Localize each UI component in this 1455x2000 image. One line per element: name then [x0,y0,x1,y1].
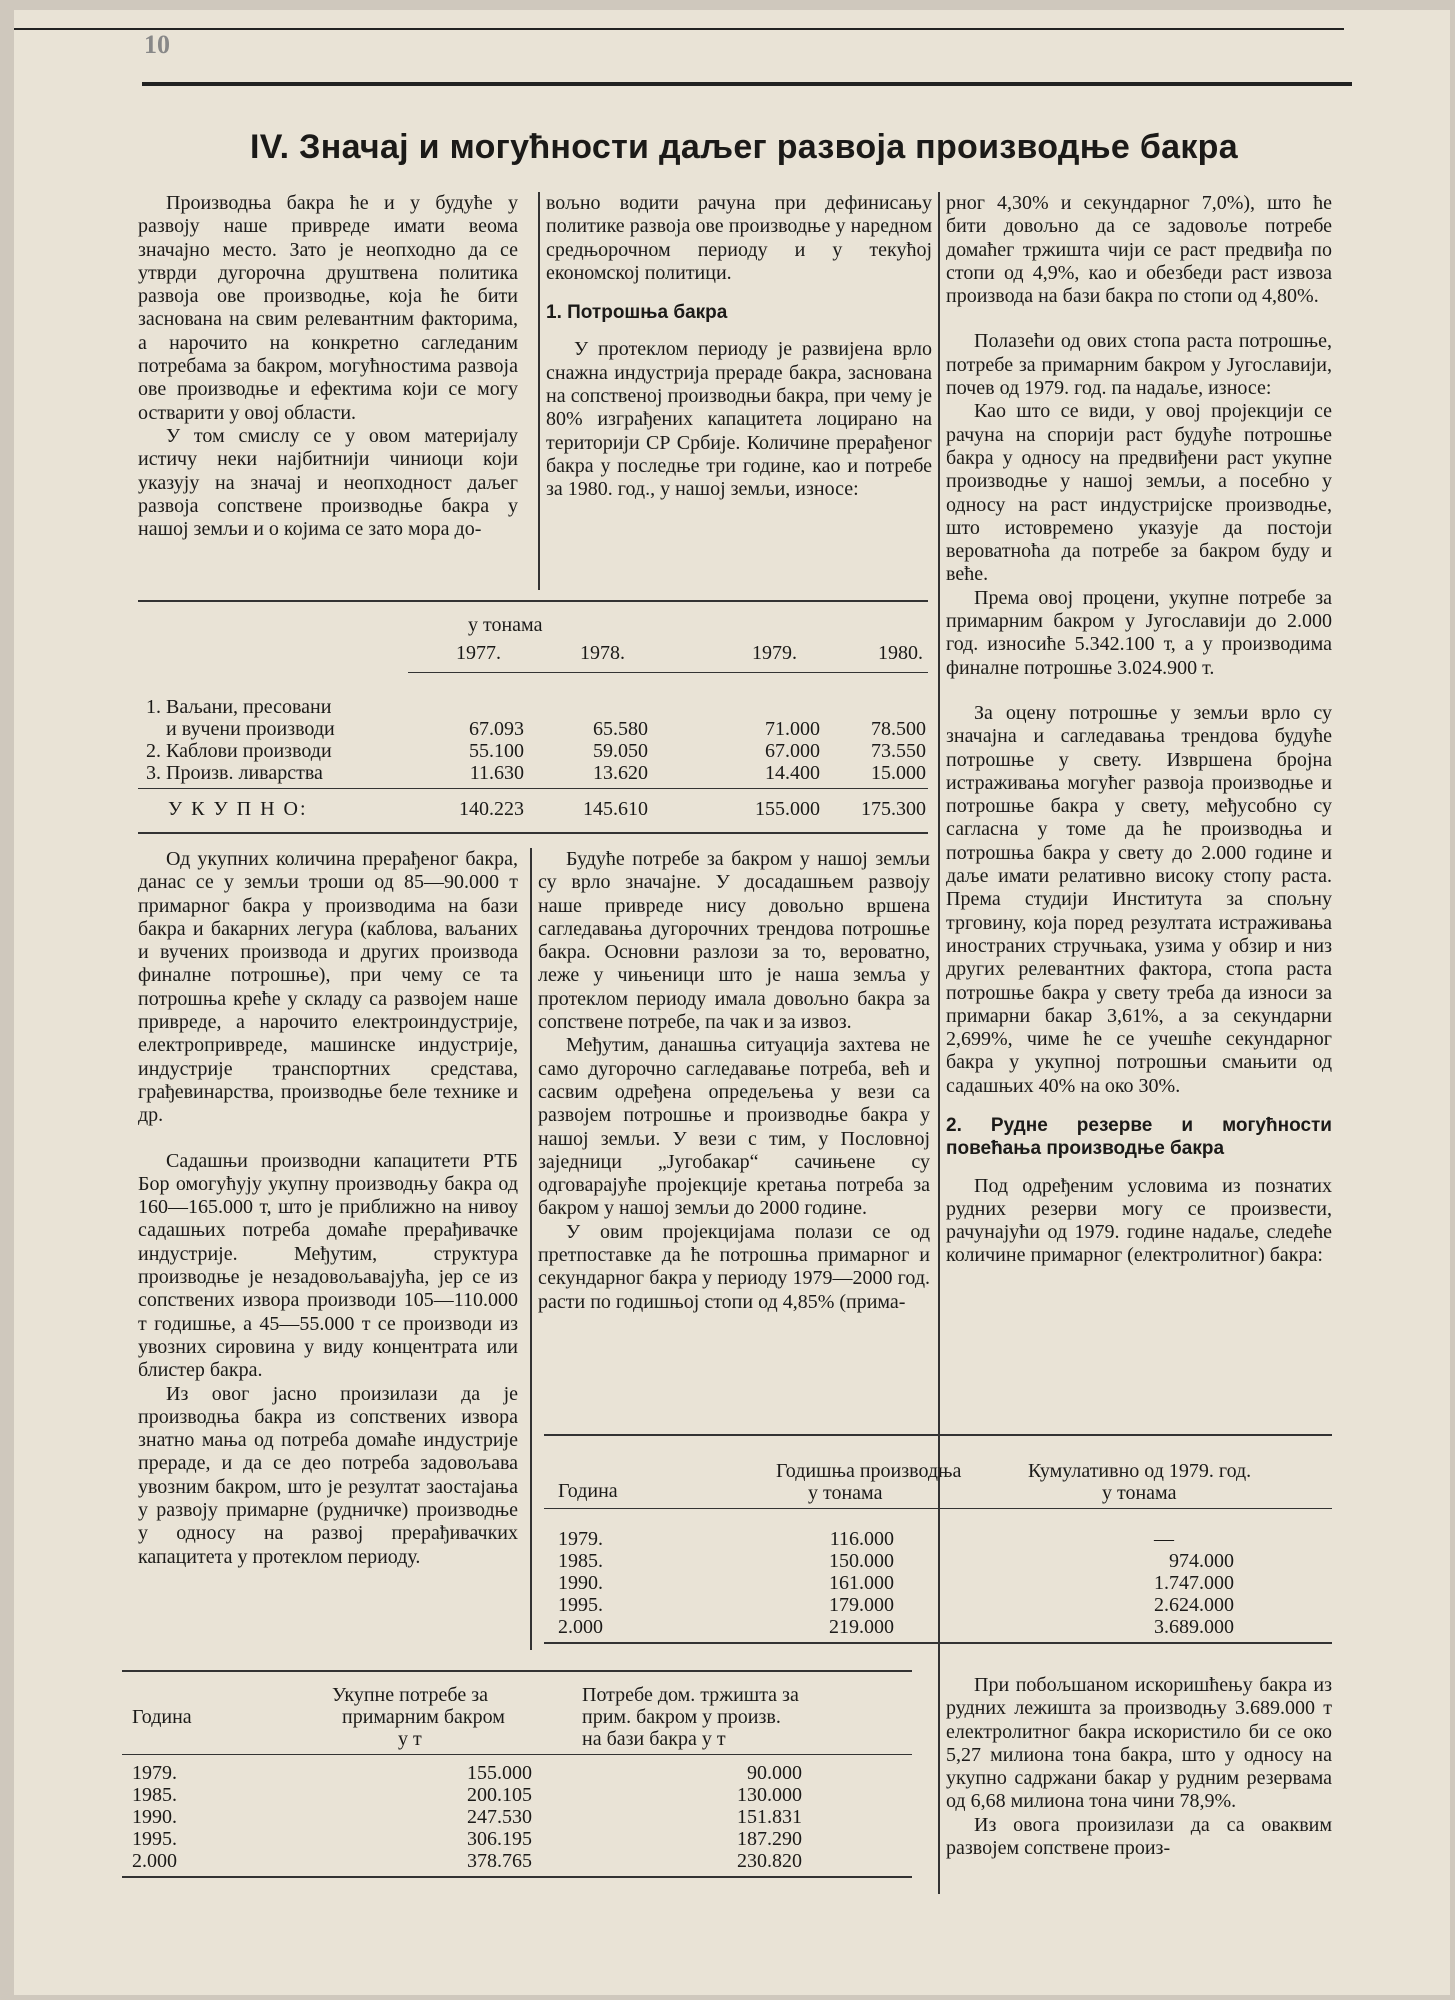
column-2-upper [546,192,932,502]
table-cell: 179.000 [829,1594,894,1616]
table-cell: 65.580 [593,718,648,740]
table1-top-rule [138,600,928,602]
year-header: 1977. [456,642,501,664]
table-cell: 15.000 [871,762,926,784]
table-cell: 161.000 [829,1572,894,1594]
column-divider [530,848,532,1650]
column-header: прим. бакром у произв. [582,1706,781,1728]
year-cell: 2.000 [132,1850,177,1872]
table-cell: 219.000 [829,1616,894,1638]
paragraph: Као што се види, у овој пројекцији се рачуна на спорији раст будуће потрошње бакра у односу на предвиђени раст укупне производње у нашој земљи, а посебно у односу на раст индустријске производње, што истовремено указује да постоји вероватноћа да потребе за бакром буду и веће. [946,400,1332,586]
year-cell: 1979. [132,1762,177,1784]
year-cell: 1985. [558,1550,603,1572]
header-underline [408,672,928,673]
paragraph: Под одређеним условима из познатих рудних резерви могу се произвести, рачунајући од 1979. године надаље, следеће количине примарног (електролитног) бакра: [946,1174,1332,1267]
column-3 [946,192,1332,1268]
column-header: Укупне потребе за [332,1684,488,1706]
document-page [14,10,1450,1995]
paragraph: При побољшаном искоришћењу бакра из рудних лежишта за производњу 3.689.000 т електролитног бакра искористило би се око 5,27 милиона тона бакра, што у односу на укупно садржани бакар у рудним резервама од 6,68 милиона тона чини 78,9%. [946,1674,1332,1813]
table-cell: 13.620 [593,762,648,784]
column-2-lower [538,848,930,1314]
table-cell: 11.630 [469,762,524,784]
table3-top-rule [122,1670,912,1672]
year-header: 1979. [752,642,797,664]
row-label: и вучени производи [166,718,335,740]
paragraph: Производња бакра ће и у будуће у развоју наше привреде имати веома значајно место. Зато је неопходно да се утврди дугорочна друштвена политика развоја ове производње, која ће бити заснована на свим релевантним факторима, а нарочито на конкретно сагледаним потребама за бакром, могућностима развоја ове производње и ефектима који се могу остварити у овој области. [138,192,518,424]
paragraph: вољно водити рачуна при дефинисању политике развоја ове производње у наредном средњорочном периоду и у текућој економској политици. [546,192,932,284]
unit-header: у тонама [468,614,543,636]
paragraph: Од укупних количина прерађеног бакра, данас се у земљи троши од 85—90.000 т примарног бакра у производима на бази бакра и бакарних легура (каблова, ваљаних и вучених производа и других производа финалне потрошње), при чему се та потрошња креће у складу са развојем наше привреде, а нарочито електроиндустрије, електропривреде, машинске индустрије, индустрије транспортних средстава, грађевинарства, производње беле технике и др. [138,848,518,1127]
row-label: 1. Ваљани, пресовани [146,696,332,718]
year-cell: 1995. [132,1828,177,1850]
column-1-upper [138,192,518,541]
table2-top-rule [544,1434,1332,1436]
year-cell: 1995. [558,1594,603,1616]
table-cell: 67.093 [469,718,524,740]
column-header: Кумулативно од 1979. год. [1028,1460,1252,1482]
table-cell: 1.747.000 [1154,1572,1234,1594]
column-3-lower [946,1674,1332,1860]
table-cell: 3.689.000 [1154,1616,1234,1638]
table-cell: 200.105 [467,1784,532,1806]
table-cell: 67.000 [765,740,820,762]
paragraph: Према овој процени, укупне потребе за примарним бакром у Југославији до 2.000 год. износиће 5.342.100 т, а у производима финалне потрошње 3.024.900 т. [946,586,1332,679]
paragraph: Из овога произилази да са оваквим развојем сопствене произ- [946,1813,1332,1860]
paragraph: Међутим, данашња ситуација захтева не само дугорочно сагледавање потреба, већ и сасвим одређена опредељења у вези са развојем потрошње и производње бакра у нашој земљи. У вези с тим, у Пословној заједници „Југобакар“ сачињене су одговарајуће пројекције кретања потреба за бакром у нашој земљи до 2000 године. [538,1034,930,1220]
table-cell: — [1154,1528,1174,1550]
table-cell: 974.000 [1169,1550,1234,1572]
row-label: 3. Произв. ливарства [146,762,323,784]
table-ore-reserves [544,1438,1344,1658]
top-edge-rule [14,28,1344,30]
table-cell: 306.195 [467,1828,532,1850]
section-heading-reserves: 2. Рудне резерве и могућности повећања производње бакра [946,1114,1332,1160]
page-number: 10 [144,30,170,59]
page-title: IV. Значај и могућности даљег развоја производње бакра [250,128,1238,166]
year-cell: 1990. [558,1572,603,1594]
table3-bottom-rule [122,1876,912,1878]
column-1-lower [138,848,518,1569]
paragraph: За оцену потрошње у земљи врло су значајна и сагледавања трендова будуће потрошње у свету. Извршена бројна истраживања могућег развоја производње и потрошње бакра у свету, међусобно су сагласна у томе да ће производња и потрошња бакра у свету до 2.000 године и даље имати релативно високу стопу раста. Према студији Института за спољну трговину, која поред резултата истраживања иностраних стручњака, узима у обзир и низ других релевантних фактора, стопа раста потрошње бакра у свету треба да износи за примарни бакар 3,61%, а за секундарни 2,699%, чиме ће се учешће секундарног бакра у укупној потрошњи смањити од садашњих 40% на око 30%. [946,701,1332,1097]
table-cell: 155.000 [467,1762,532,1784]
year-cell: 2.000 [558,1616,603,1638]
column-divider [538,192,540,590]
column-header: у т [398,1728,422,1750]
header-underline [544,1508,1332,1509]
column-header: у тонама [1102,1482,1177,1504]
column-header: на бази бакра у т [582,1728,726,1750]
total-cell: 140.223 [459,798,524,820]
table-cell: 247.530 [467,1806,532,1828]
year-header: 1978. [580,642,625,664]
paragraph: У протеклом периоду је развијена врло снажна индустрија прераде бакра, заснована на сопственој производњи бакра, при чему је 80% изграђених капацитета лоцирано на територији СР Србије. Количине прерађеног бакра у последње три године, као и потребе за 1980. год., у нашој земљи, износе: [546,338,932,501]
year-cell: 1990. [132,1806,177,1828]
column-header: Потребе дом. тржишта за [582,1684,799,1706]
paragraph: рног 4,30% и секундарног 7,0%), што ће бити довољно да се задовоље потребе домаћег тржишта чији се раст предвиђа по стопи од 4,9%, као и обезбеди раст извоза производа на бази бакра по стопи од 4,80%. [946,192,1332,308]
table-cell: 59.050 [593,740,648,762]
total-label: У К У П Н О: [168,798,308,820]
total-cell: 175.300 [861,798,926,820]
paragraph: Садашњи производни капацитети РТБ Бор омогућују укупну производњу бакра од 160—165.000 т, што је приближно на нивоу садашњих потреба домаће прерађивачке индустрије. Међутим, структура производње је незадовољавајућа, јер се из сопствених извора производи 105—110.000 т годишње, а 45—55.000 т се производи из увозних сировина у виду концентрата или блистер бакра. [138,1149,518,1382]
table-cell: 151.831 [737,1806,802,1828]
row-label: 2. Каблови производи [146,740,332,762]
column-header: примарним бакром [342,1706,505,1728]
column-header: Годишња производња [776,1460,962,1482]
table-cell: 378.765 [467,1850,532,1872]
year-header: 1980. [878,642,923,664]
column-header: у тонама [808,1482,883,1504]
header-rule [142,82,1352,86]
paragraph: Полазећи од ових стопа раста потрошње, потребе за примарним бакром у Југославији, почев од 1979. год. па надаље, износе: [946,330,1332,400]
table-processed-copper [138,608,938,828]
column-header: Година [132,1706,192,1728]
table-cell: 90.000 [747,1762,802,1784]
table-cell: 71.000 [765,718,820,740]
paragraph: У овим пројекцијама полази се од претпоставке да ће потрошња примарног и секундарног бакра у периоду 1979—2000 год. расти по годишњој стопи од 4,85% (прима- [538,1220,930,1313]
table-cell: 187.290 [737,1828,802,1850]
table2-bottom-rule [544,1642,1332,1644]
table-cell: 130.000 [737,1784,802,1806]
total-cell: 155.000 [755,798,820,820]
section-heading-consumption: 1. Потрошња бакра [546,302,728,324]
total-rule [138,788,928,789]
table-primary-copper-needs [122,1674,922,1874]
table1-bottom-rule [138,832,928,834]
header-underline [122,1754,912,1755]
paragraph: Из овог јасно произилази да је производња бакра из сопствених извора знатно мања од потреба домаће индустрије прераде, и да се део потреба задовољава увозним бакром, што је резултат заостајања у развоју примарне (рудничке) производње у односу на развој прерађивачких капацитета у протеклом периоду. [138,1382,518,1568]
paragraph: У том смислу се у овом материјалу истичу неки најбитнији чиниоци који указују на значај и неопходност даљег развоја сопствене производње бакра у нашој земљи и о којима се зато мора до- [138,424,518,541]
year-cell: 1979. [558,1528,603,1550]
column-header: Година [558,1480,618,1502]
table-cell: 230.820 [737,1850,802,1872]
year-cell: 1985. [132,1784,177,1806]
table-cell: 55.100 [469,740,524,762]
paragraph: Будуће потребе за бакром у нашој земљи су врло значајне. У досадашњем развоју наше привреде нису довољно вршена сагледавања дугорочних трендова потрошње бакра. Основни разлози за то, вероватно, леже у чињеници што је наша земља у протеклом периоду имала довољно бакра за сопствене потребе, па чак и за извоз. [538,848,930,1034]
table-cell: 14.400 [765,762,820,784]
table-cell: 116.000 [829,1528,894,1550]
total-cell: 145.610 [583,798,648,820]
table-cell: 78.500 [871,718,926,740]
table-cell: 150.000 [829,1550,894,1572]
table-cell: 2.624.000 [1154,1594,1234,1616]
table-cell: 73.550 [871,740,926,762]
